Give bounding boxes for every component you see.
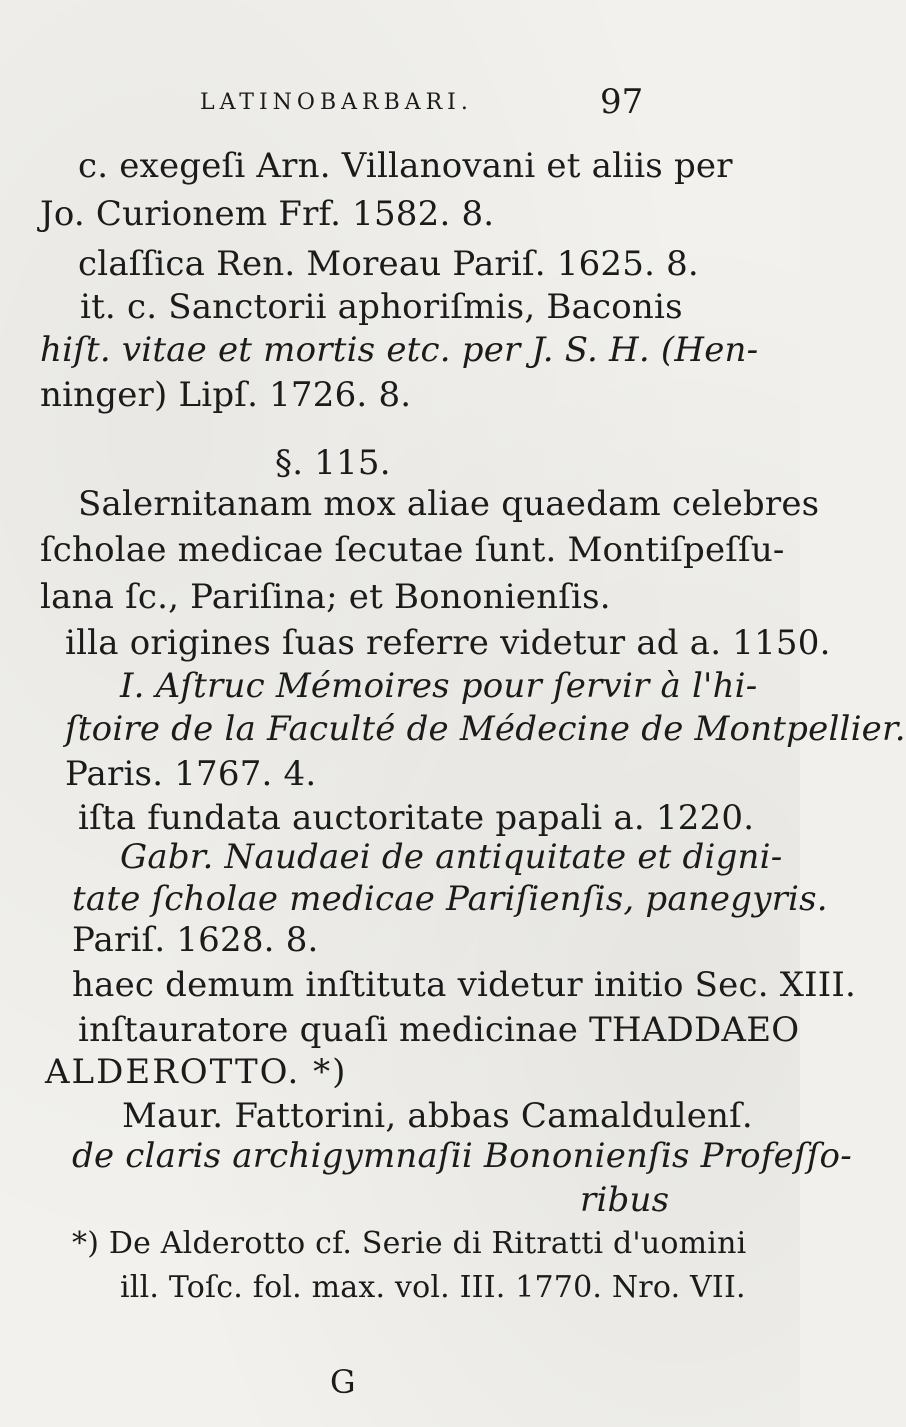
text-line-9: ſcholae medicae ſecutae ſunt. Montiſpeſſu- — [40, 530, 785, 570]
footnote-line-1: *) De Alderotto cf. Serie di Ritratti d'uomini — [72, 1226, 747, 1261]
text-line-11: illa origines ſuas referre videtur ad a. 1150. — [65, 623, 831, 663]
text-line-14: Paris. 1767. 4. — [65, 754, 317, 794]
text-line-10: lana ſc., Pariſina; et Bononienſis. — [40, 577, 611, 617]
section-heading: §. 115. — [275, 443, 391, 483]
text-line-3: claſſica Ren. Moreau Pariſ. 1625. 8. — [78, 244, 699, 284]
text-line-18: Pariſ. 1628. 8. — [72, 920, 319, 960]
text-line-22: Maur. Fattorini, abbas Camaldulenſ. — [122, 1096, 753, 1136]
text-line-16: Gabr. Naudaei de antiquitate et digni- — [120, 837, 783, 877]
text-line-13: ſtoire de la Faculté de Médecine de Montpellier. — [65, 709, 906, 749]
text-line-6: ninger) Lipſ. 1726. 8. — [40, 375, 412, 415]
text-line-17: tate ſcholae medicae Pariſienſis, panegyris. — [72, 879, 828, 919]
text-line-24: ribus — [580, 1180, 670, 1220]
page-number: 97 — [600, 82, 644, 122]
text-line-12: I. Aſtruc Mémoires pour ſervir à l'hi- — [120, 666, 758, 706]
text-line-1: c. exegeſi Arn. Villanovani et aliis per — [78, 146, 733, 186]
text-line-23: de claris archigymnaſii Bononienſis Profeſſo- — [72, 1136, 852, 1176]
text-line-2: Jo. Curionem Frf. 1582. 8. — [40, 194, 495, 234]
running-title: LATINOBARBARI. — [200, 90, 473, 115]
text-line-4: it. c. Sanctorii aphoriſmis, Baconis — [80, 287, 683, 327]
text-line-21: ALDEROTTO. *) — [45, 1052, 348, 1092]
text-line-8: Salernitanam mox aliae quaedam celebres — [78, 484, 820, 524]
text-line-19: haec demum inſtituta videtur initio Sec. XIII. — [72, 965, 857, 1005]
signature-mark: G — [330, 1363, 356, 1401]
text-line-15: iſta fundata auctoritate papali a. 1220. — [78, 798, 755, 838]
text-line-5: hiſt. vitae et mortis etc. per J. S. H. (Hen- — [40, 330, 759, 370]
footnote-line-2: ill. Toſc. fol. max. vol. III. 1770. Nro. VII. — [120, 1270, 746, 1305]
text-line-20: inſtauratore quaſi medicinae THADDAEO — [78, 1010, 800, 1050]
